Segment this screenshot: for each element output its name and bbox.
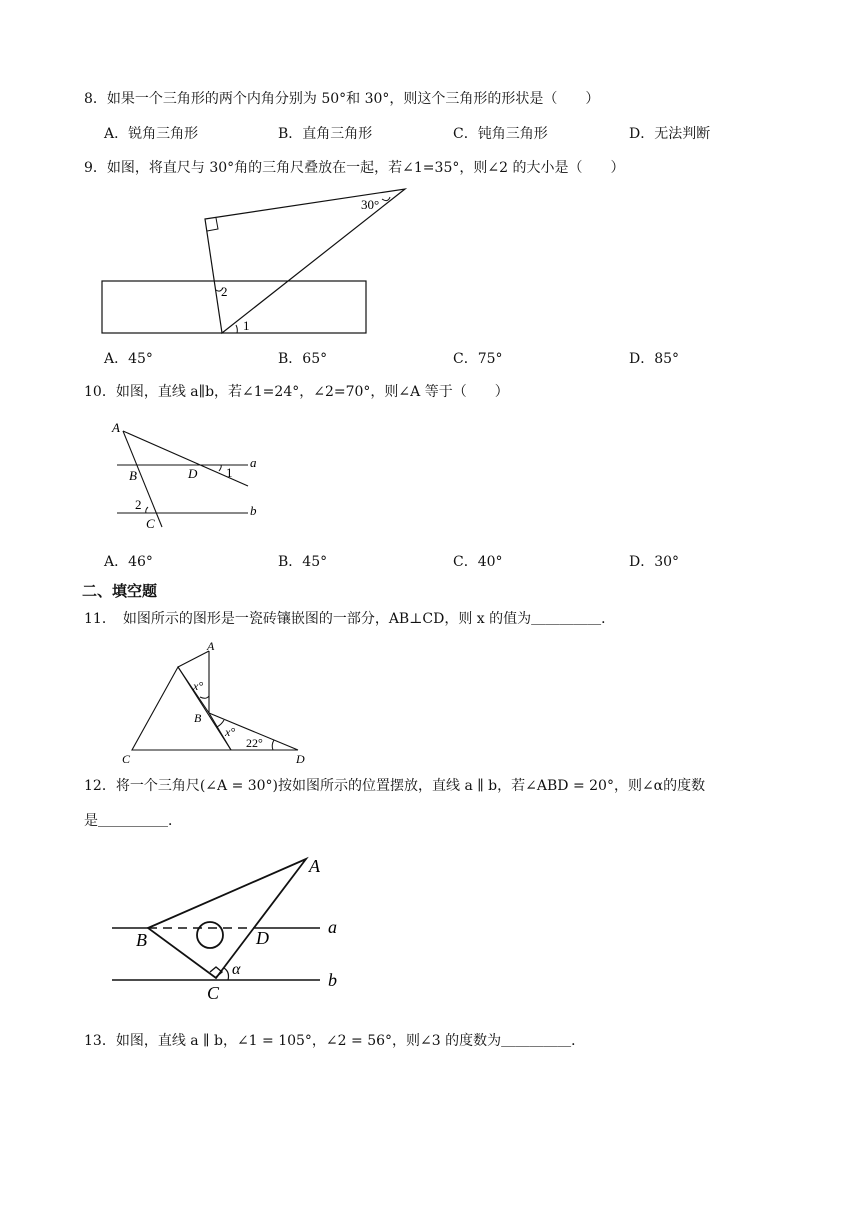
question-12-stem-line2: 是＿＿＿＿＿． [84,813,182,829]
q12-point-a: A [309,856,320,876]
q8-option-a: A．锐角三角形 [104,126,199,142]
q9-angle-30-label: 30° [361,197,380,212]
q10-point-b: B [129,468,137,483]
q10-line-a: a [250,455,257,470]
question-12-stem-line1: 12．将一个三角尺(∠A = 30°)按如图所示的位置摆放，直线 a ∥ b，若∠ABD = 20°，则∠α的度数 [84,778,706,794]
q10-point-c: C [146,516,155,531]
question-9-stem: 9．如图，将直尺与 30°角的三角尺叠放在一起，若∠1=35°，则∠2 的大小是（ ） [84,160,625,176]
q11-angle-22: 22° [246,736,263,750]
q12-point-c: C [207,983,220,1003]
question-10-stem: 10．如图，直线 a∥b，若∠1=24°，∠2=70°，则∠A 等于（ ） [84,384,509,400]
q9-option-a: A．45° [104,351,153,367]
q11-angle-x-upper: x° [193,679,204,693]
q11-angle-x-lower: x° [225,725,236,739]
q11-point-a: A [207,639,215,653]
q10-point-a: A [112,420,120,435]
question-13-stem: 13．如图，直线 a ∥ b，∠1 = 105°，∠2 = 56°，则∠3 的度数为＿＿＿＿＿． [84,1033,586,1049]
q9-angle-2-label: 2 [221,284,228,299]
q9-option-d: D．85° [629,351,680,367]
q10-line-b: b [250,503,257,518]
q10-option-b: B．45° [278,554,328,570]
q10-point-d: D [188,466,198,481]
q10-angle-1: 1 [226,465,233,480]
q9-option-b: B．65° [278,351,328,367]
q12-point-d: D [256,928,269,948]
question-8-stem: 8．如果一个三角形的两个内角分别为 50°和 30°，则这个三角形的形状是（ ） [84,91,600,107]
q12-angle-alpha: α [232,961,241,978]
q10-option-a: A．46° [104,554,153,570]
q10-option-d: D．30° [629,554,680,570]
q8-option-c: C．钝角三角形 [453,126,548,142]
q12-line-a: a [328,917,337,937]
q8-option-d: D．无法判断 [629,126,711,142]
q12-point-b: B [136,930,147,950]
q11-point-d: D [296,752,305,766]
question-11-stem: 11． 如图所示的图形是一瓷砖镶嵌图的一部分，AB⊥CD，则 x 的值为＿＿＿＿＿． [84,611,616,627]
q9-angle-1-label: 1 [243,318,250,333]
q11-point-b: B [194,711,202,725]
q10-angle-2: 2 [135,497,142,512]
q11-point-c: C [122,752,131,766]
q9-option-c: C．75° [453,351,503,367]
section-heading-fill-in: 二、填空题 [82,582,158,600]
q12-line-b: b [328,970,337,990]
q8-option-b: B．直角三角形 [278,126,373,142]
q10-option-c: C．40° [453,554,503,570]
